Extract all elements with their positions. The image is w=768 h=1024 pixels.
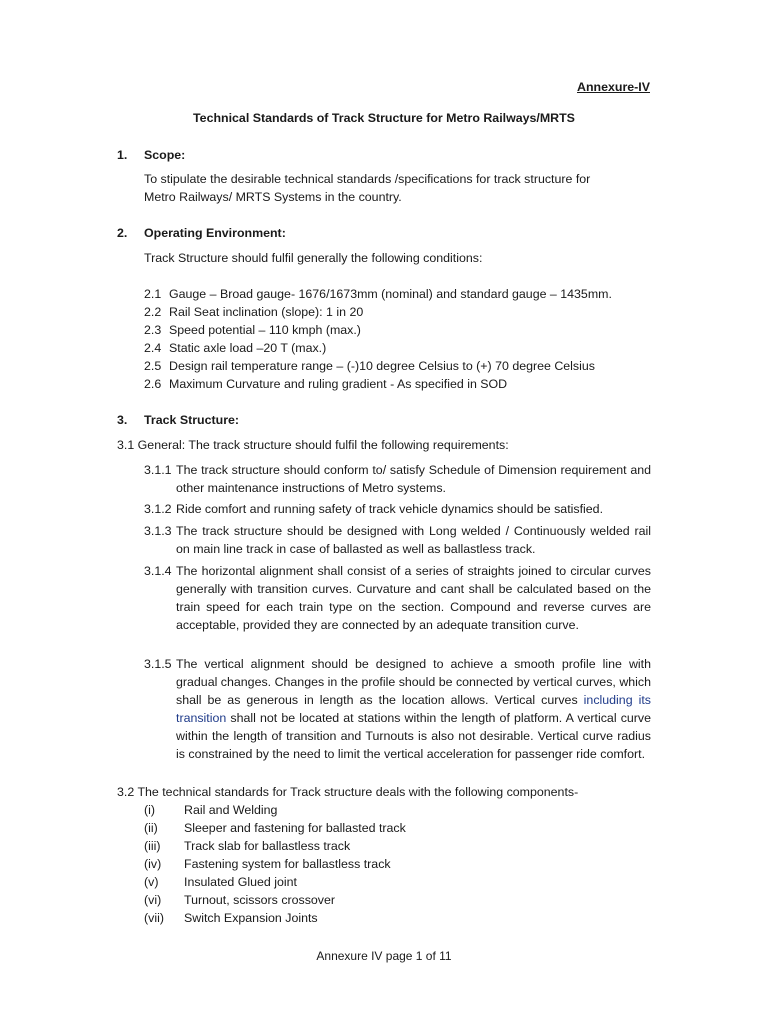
page-footer: Annexure IV page 1 of 11 <box>316 949 452 963</box>
section-3-number: 3. <box>117 413 128 427</box>
component-number: (vi) <box>144 893 162 907</box>
highlighted-phrase: including its transition <box>176 693 651 725</box>
requirement-text-part: The vertical alignment should be designed to achieve a smooth profile line with gradual changes. Changes in the profile should be connected by vertical curves, which shall be as generous in length as the location allows. Vertical curves <box>176 657 651 707</box>
requirement-number: 3.1.2 <box>144 502 172 516</box>
requirement-text: Ride comfort and running safety of track vehicle dynamics should be satisfied. <box>176 502 604 516</box>
document-title: Technical Standards of Track Structure for Metro Railways/MRTS <box>193 111 575 125</box>
section-3-1-heading: 3.1 General: The track structure should fulfil the following requirements: <box>117 438 509 452</box>
requirement-text: The horizontal alignment shall consist of a series of straights joined to circular curves generally with transition curves. Curvature and cant shall be calculated based on the train speed for each train type on the section. Compound and reverse curves are acceptable, provided they are connected by an adequate transition curve. <box>176 564 651 632</box>
condition-number: 2.6 <box>144 377 162 391</box>
annexure-label: Annexure-IV <box>577 80 650 94</box>
condition-number: 2.5 <box>144 359 162 373</box>
component-text: Rail and Welding <box>184 803 278 817</box>
component-text: Switch Expansion Joints <box>184 911 318 925</box>
section-3-2-heading: 3.2 The technical standards for Track structure deals with the following components- <box>117 785 579 799</box>
condition-text: Rail Seat inclination (slope): 1 in 20 <box>169 305 364 319</box>
component-text: Sleeper and fastening for ballasted track <box>184 821 406 835</box>
condition-text: Static axle load –20 T (max.) <box>169 341 327 355</box>
section-2-number: 2. <box>117 226 128 240</box>
requirement-text: The track structure should conform to/ satisfy Schedule of Dimension requirement and other maintenance instructions of Metro systems. <box>176 463 651 495</box>
section-1-heading: Scope: <box>144 148 186 162</box>
requirement-text: The track structure should be designed with Long welded / Continuously welded rail on main line track in case of ballasted as well as ballastless track. <box>176 524 651 556</box>
component-number: (ii) <box>144 821 158 835</box>
component-number: (i) <box>144 803 156 817</box>
section-3-heading: Track Structure: <box>144 413 240 427</box>
component-text: Turnout, scissors crossover <box>184 893 336 907</box>
requirement-text-part: shall not be located at stations within the length of platform. A vertical curve within the length of transition and Turnouts is also not desirable. Vertical curve radius is constrained by the need to limit the vertical acceleration for passenger ride comfort. <box>176 711 651 761</box>
section-1-paragraph: To stipulate the desirable technical standards /specifications for track structure for Metro Railways/ MRTS Systems in the country. <box>144 172 591 204</box>
section-2-intro: Track Structure should fulfil generally the following conditions: <box>144 251 483 265</box>
condition-text: Speed potential – 110 kmph (max.) <box>169 323 361 337</box>
component-number: (iv) <box>144 857 162 871</box>
condition-number: 2.3 <box>144 323 162 337</box>
requirement-number: 3.1.5 <box>144 657 172 671</box>
section-1-number: 1. <box>117 148 128 162</box>
component-number: (vii) <box>144 911 164 925</box>
requirement-text <box>176 655 651 763</box>
component-text: Fastening system for ballastless track <box>184 857 391 871</box>
requirement-number: 3.1.3 <box>144 524 172 538</box>
component-number: (iii) <box>144 839 161 853</box>
requirement-number: 3.1.1 <box>144 463 172 477</box>
component-text: Track slab for ballastless track <box>184 839 351 853</box>
requirement-number: 3.1.4 <box>144 564 172 578</box>
condition-text: Design rail temperature range – (-)10 degree Celsius to (+) 70 degree Celsius <box>169 359 595 373</box>
section-2-heading: Operating Environment: <box>144 226 286 240</box>
condition-number: 2.4 <box>144 341 162 355</box>
condition-number: 2.2 <box>144 305 162 319</box>
condition-text: Maximum Curvature and ruling gradient - As specified in SOD <box>169 377 508 391</box>
component-number: (v) <box>144 875 159 889</box>
condition-text: Gauge – Broad gauge- 1676/1673mm (nominal) and standard gauge – 1435mm. <box>169 287 612 301</box>
component-text: Insulated Glued joint <box>184 875 297 889</box>
condition-number: 2.1 <box>144 287 162 301</box>
